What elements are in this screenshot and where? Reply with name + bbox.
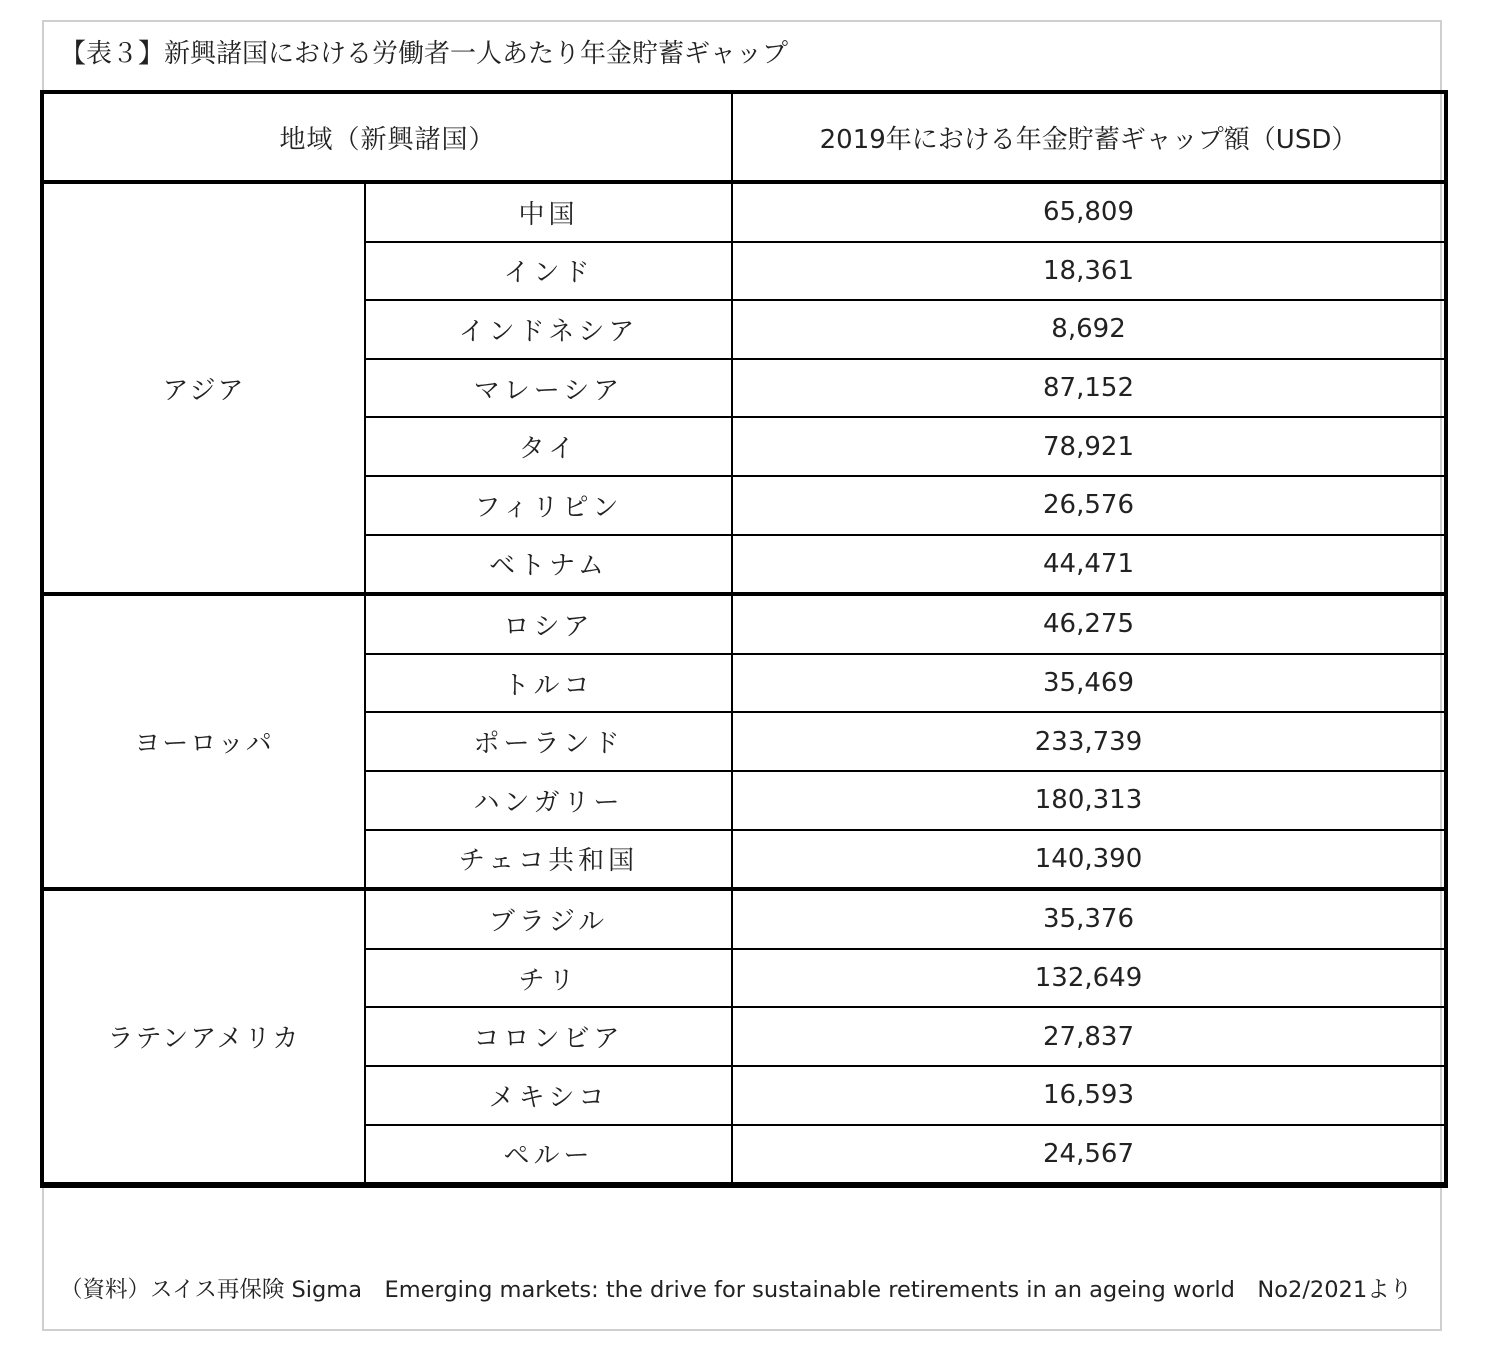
value-cell: 16,593	[732, 1066, 1445, 1125]
region-cell: ヨーロッパ	[43, 594, 365, 889]
country-cell: トルコ	[365, 654, 732, 713]
header-region: 地域（新興諸国）	[43, 93, 732, 182]
country-cell: タイ	[365, 417, 732, 476]
country-cell: ハンガリー	[365, 771, 732, 830]
source-note: （資料）スイス再保険 Sigma Emerging markets: the drive for sustainable retirements in an ageing world No2/2021より	[60, 1277, 1413, 1303]
country-cell: ペルー	[365, 1125, 732, 1185]
value-cell: 78,921	[732, 417, 1445, 476]
country-cell: ベトナム	[365, 535, 732, 595]
table-row	[43, 594, 1445, 654]
value-cell: 27,837	[732, 1007, 1445, 1066]
country-cell: ブラジル	[365, 889, 732, 949]
country-cell: チリ	[365, 949, 732, 1008]
region-cell: ラテンアメリカ	[43, 889, 365, 1184]
country-cell: メキシコ	[365, 1066, 732, 1125]
value-cell: 65,809	[732, 182, 1445, 242]
country-cell: マレーシア	[365, 359, 732, 418]
value-cell: 87,152	[732, 359, 1445, 418]
value-cell: 35,469	[732, 654, 1445, 713]
value-cell: 140,390	[732, 830, 1445, 890]
table-row	[43, 182, 1445, 242]
country-cell: ロシア	[365, 594, 732, 654]
value-cell: 18,361	[732, 242, 1445, 301]
table-row	[43, 889, 1445, 949]
region-cell: アジア	[43, 182, 365, 594]
country-cell: コロンビア	[365, 1007, 732, 1066]
table-body	[43, 182, 1445, 1184]
value-cell: 26,576	[732, 476, 1445, 535]
table-header-row	[43, 93, 1445, 182]
value-cell: 35,376	[732, 889, 1445, 949]
country-cell: チェコ共和国	[365, 830, 732, 890]
country-cell: インド	[365, 242, 732, 301]
value-cell: 24,567	[732, 1125, 1445, 1185]
country-cell: ポーランド	[365, 712, 732, 771]
header-value: 2019年における年金貯蓄ギャップ額（USD）	[732, 93, 1445, 182]
country-cell: 中国	[365, 182, 732, 242]
value-cell: 46,275	[732, 594, 1445, 654]
value-cell: 132,649	[732, 949, 1445, 1008]
value-cell: 8,692	[732, 300, 1445, 359]
value-cell: 180,313	[732, 771, 1445, 830]
value-cell: 44,471	[732, 535, 1445, 595]
country-cell: インドネシア	[365, 300, 732, 359]
table-caption: 【表３】新興諸国における労働者一人あたり年金貯蓄ギャップ	[60, 39, 789, 69]
country-cell: フィリピン	[365, 476, 732, 535]
value-cell: 233,739	[732, 712, 1445, 771]
pension-gap-table	[42, 92, 1446, 1186]
